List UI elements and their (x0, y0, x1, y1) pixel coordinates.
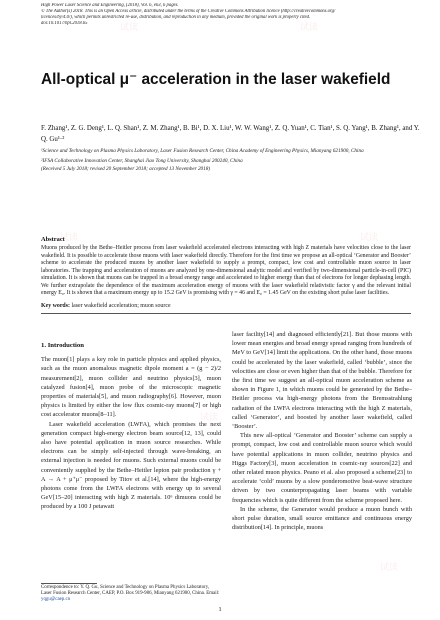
watermark: 试读 (120, 22, 139, 32)
page-number: 1 (218, 606, 222, 613)
keywords-text: laser wakefield acceleration; muon source (71, 303, 171, 309)
footnote-divider (41, 583, 97, 584)
watermark: 试读 (200, 412, 219, 422)
left-column (41, 330, 221, 512)
abstract-heading: Abstract (41, 236, 65, 243)
paragraph: laser facility[14] and diagnosed efficiently[21]. But those muons with lower mean energies and broad energy spread ranging from hundreds of MeV to GeV[14] limit the applications. On the other hand, those muons could be accelerated by the laser wakefield, called ‘bubble’, since the velocities are close or even higher than that of the bubble. Therefore for the first time we suggest an all-optical muon acceleration scheme as shown in Figure 1, in which muons could be generated by the Bethe–Heitler process via high-energy photons from the Bremsstrahlung radiation of the LWFA electrons interacting with the high Z materials, called ‘Generator’, and boosted by another laser wakefield, called ‘Booster’. (232, 331, 412, 431)
paper-title: All-optical μ⁻ acceleration in the laser wakefield (41, 71, 391, 88)
paragraph: Laser wakefield acceleration (LWFA), which promises the next generation compact high-energy electron beam source[12, 13], could also have potential application in muon source researches. While electrons can be simply self-injected through wave-breaking, an external injection is needed for muons. Such external muons could be conveniently supplied by the Bethe–Heitler lepton pair production γ + A → A + μ⁺μ⁻ proposed by Titov et al.[14], where the high-energy photons come from the LWFA electrons with energy up to several GeV[15–20] interacting with high Z materials. 10⁶ dimuons could be produced by a 100 J petawatt (41, 420, 221, 511)
divider (41, 313, 411, 314)
section-title: 1. Introduction (41, 342, 84, 349)
license-line-2: licences/by/4.0/), which permits unrestricted re-use, distribution, and reproduction in any medium, provided the original work is properly cited. (41, 15, 311, 21)
doi[interactable]: doi:10.1017/hpl.2018.65 (41, 21, 88, 27)
correspondence-text: Correspondence to: Y. Q. Gu, Science and Technology on Plasma Physics Laboratory, Laser Fusion Research Center, CAEP, P.O. Box 919-986, Mianyang 621900, China. Email: (41, 585, 220, 597)
author-list: F. Zhang¹, Z. G. Deng¹, L. Q. Shan¹, Z. M. Zhang¹, B. Bi¹, D. X. Liu¹, W. W. Wang¹, Z. Q. Yuan¹, C. Tian¹, S. Q. Yang¹, B. Zhang¹, and Y. Q. Gu¹·² (41, 125, 420, 143)
license-line-1: © The Author(s) 2018. This is an Open Access article, distributed under the terms of the Creative Commons Attribution licence (http://creativecommons.org/ (41, 9, 336, 15)
received-dates: (Received 5 July 2018; revised 20 September 2018; accepted 13 November 2018) (41, 165, 211, 172)
watermark: 试读 (380, 562, 399, 572)
paragraph: This new all-optical ‘Generator and Booster’ scheme can supply a prompt, compact, low cost and controllable muon source which would have potential applications in muon collider, neutrino physics and Higgs Factory[3], muon acceleration in cosmic-ray sources[22] and other related muon physics. Peano et al. also proposed a scheme[23] to accelerate ‘cold’ muons by a slow ponderomotive beat-wave structure driven by two counterpropagating laser beams with variable frequencies which is quite different from the scheme proposed here. (232, 432, 412, 504)
journal-header (41, 3, 411, 27)
affiliations (41, 148, 411, 173)
abstract-text: Muons produced by the Bethe–Heitler process from laser wakefield accelerated electrons interacting with high Z materials have velocities close to the laser wakefield. It is possible to accelerate those muons with laser wakefield directly. Therefore for the first time we propose an all-optical ‘Generator and Booster’ scheme to accelerate the produced muons by another laser wakefield to supply a prompt, compact, low cost and controllable muon source in laser laboratories. The trapping and acceleration of muons are analyzed by one-dimensional analytic model and verified by two-dimensional particle-in-cell (PIC) simulation. It is shown that muons can be trapped in a broad energy range and accelerated to higher energy than that of electrons for longer dephasing length. We further extrapolate the dependence of the maximum acceleration energy of muons with the laser wakefield relativistic factor γ and the relevant initial energy E₀. It is shown that a maximum energy up to 15.2 GeV is promising with γ = 46 and E₀ = 1.45 GeV on the existing short pulse laser facilities. (41, 245, 411, 296)
affiliation-2: ²IFSA Collaborative Innovation Center, Shanghai Jiao Tong University, Shanghai 200240, China (41, 158, 243, 165)
watermark: 试读 (300, 22, 319, 32)
right-column (232, 330, 412, 532)
keywords (41, 303, 411, 310)
keywords-label: Key words: (41, 303, 70, 309)
correspondence-email[interactable]: yqgu@caep.cn (41, 597, 71, 603)
watermark: 试读 (60, 232, 79, 242)
paragraph: In the scheme, the Generator would produce a muon bunch with short pulse duration, small source emittance and continuous energy distribution[14]. In principle, muons (232, 505, 412, 532)
paragraph: The muon[1] plays a key role in particle physics and applied physics, such as the muon anomalous magnetic dipole moment a = (g − 2)/2 measurement[2], muon collider and neutrino physics[3], muon catalyzed fusion[4], muon probe of the microscopic magnetic properties of materials[5], and muon radiography[6]. However, muon physics is limited by either the low flux cosmic-ray muons[7] or high cost accelerator muons[8–11]. (41, 356, 221, 419)
affiliation-1: ¹Science and Technology on Plasma Physics Laboratory, Laser Fusion Research Center, China Academy of Engineering Physics, Mianyang 621900, China (41, 148, 364, 154)
journal-citation: High Power Laser Science and Engineering, (2018), Vol. 6, e63, 6 pages. (41, 3, 179, 8)
watermark: 试读 (360, 232, 379, 242)
correspondence-footnote (41, 585, 221, 604)
